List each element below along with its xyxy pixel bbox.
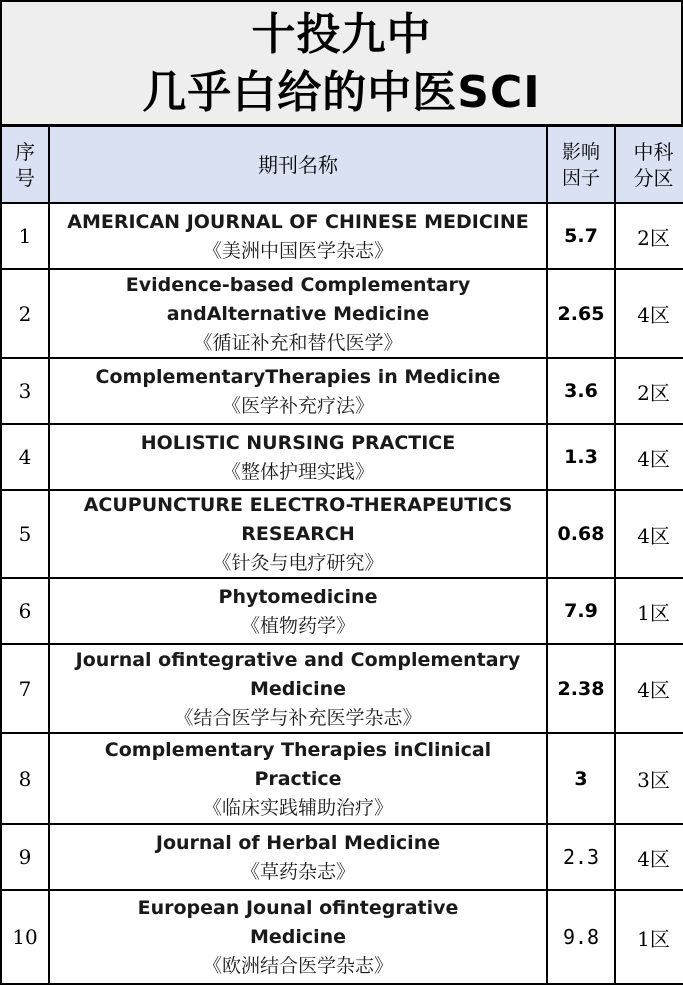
table-row [1, 733, 683, 824]
header-row [1, 126, 683, 203]
row-number: 2 [1, 269, 49, 358]
table-body [1, 203, 683, 984]
journal-english-name: Evidence-based Complementary [125, 273, 471, 296]
journal-name-cell [49, 358, 547, 424]
header-journal-name: 期刊名称 [49, 126, 547, 203]
impact-factor: 0.68 [547, 490, 615, 578]
row-number: 5 [1, 490, 49, 578]
impact-factor: 7.9 [547, 578, 615, 644]
table-row [1, 824, 683, 890]
table-row [1, 424, 683, 490]
header-impact-line1: 影响 [561, 140, 600, 163]
journal-chinese-name: 《针灸与电疗研究》 [212, 552, 384, 574]
journal-english-name: Journal of Herbal Medicine [155, 831, 441, 854]
header-number-line1: 序 [15, 139, 35, 164]
impact-factor: 5.7 [547, 203, 615, 269]
journal-chinese-name: 《临床实践辅助治疗》 [202, 796, 393, 819]
impact-factor: 2.65 [547, 269, 615, 358]
table-row [1, 269, 683, 358]
table-row [1, 890, 683, 984]
journal-name-cell [49, 490, 547, 578]
header-impact-line2: 因子 [561, 166, 600, 189]
journal-name-cell [49, 733, 547, 824]
journal-chinese-name: 《美洲中国医学杂志》 [202, 239, 393, 262]
table-row [1, 203, 683, 269]
cas-zone: 4区 [615, 424, 683, 490]
journal-english-name: andAlternative Medicine [166, 302, 430, 325]
row-number: 4 [1, 424, 49, 490]
journal-english-name: European Jounal ofintegrative [137, 897, 459, 919]
journal-name-cell [49, 424, 547, 490]
cas-zone: 1区 [615, 578, 683, 644]
cas-zone: 1区 [615, 890, 683, 984]
table-row [1, 578, 683, 644]
journal-chinese-name: 《植物药学》 [240, 614, 355, 637]
journal-chinese-name: 《草药杂志》 [240, 860, 355, 883]
journal-english-name: Journal ofintegrative and Complementary [75, 648, 521, 671]
journal-english-name: Practice [254, 767, 342, 790]
journal-chinese-name: 《欧洲结合医学杂志》 [202, 955, 393, 977]
cas-zone: 2区 [615, 358, 683, 424]
journal-table [0, 125, 683, 985]
title-line-2: 几乎白给的中医SCI [142, 67, 541, 118]
cas-zone: 2区 [615, 203, 683, 269]
title-line-1: 十投九中 [251, 9, 432, 60]
header-zone-line1: 中科 [633, 139, 674, 164]
row-number: 1 [1, 203, 49, 269]
title-banner [0, 0, 683, 126]
journal-chinese-name: 《医学补充疗法》 [221, 394, 374, 417]
journal-english-name: RESEARCH [241, 523, 355, 545]
journal-name-cell [49, 644, 547, 733]
journal-chinese-name: 《循证补充和替代医学》 [193, 331, 403, 354]
cas-zone: 3区 [615, 733, 683, 824]
journal-english-name: Phytomedicine [218, 585, 378, 608]
impact-factor: 3.6 [547, 358, 615, 424]
journal-name-cell [49, 203, 547, 269]
row-number: 10 [1, 890, 49, 984]
table-row [1, 644, 683, 733]
journal-english-name: AMERICAN JOURNAL OF CHINESE MEDICINE [67, 210, 529, 233]
impact-factor: 9.8 [547, 890, 615, 984]
cas-zone: 4区 [615, 644, 683, 733]
impact-factor: 3 [547, 733, 615, 824]
journal-english-name: Complementary Therapies inClinical [104, 738, 492, 761]
row-number: 7 [1, 644, 49, 733]
journal-name-cell [49, 824, 547, 890]
header-cas-zone [615, 126, 683, 203]
header-number [1, 126, 49, 203]
row-number: 3 [1, 358, 49, 424]
journal-english-name: Medicine [249, 677, 347, 700]
row-number: 6 [1, 578, 49, 644]
header-zone-line2: 分区 [633, 165, 674, 190]
journal-english-name: HOLISTIC NURSING PRACTICE [140, 431, 456, 454]
header-impact-factor [547, 126, 615, 203]
impact-factor: 2.3 [547, 824, 615, 890]
impact-factor: 1.3 [547, 424, 615, 490]
row-number: 9 [1, 824, 49, 890]
cas-zone: 4区 [615, 824, 683, 890]
journal-chinese-name: 《结合医学与补充医学杂志》 [174, 706, 422, 729]
journal-name-cell [49, 578, 547, 644]
table-row [1, 358, 683, 424]
journal-english-name: ComplementaryTherapies in Medicine [95, 365, 501, 388]
journal-english-name: Medicine [249, 926, 347, 948]
journal-name-cell [49, 269, 547, 358]
journal-name-cell [49, 890, 547, 984]
impact-factor: 2.38 [547, 644, 615, 733]
cas-zone: 4区 [615, 269, 683, 358]
table-row [1, 490, 683, 578]
row-number: 8 [1, 733, 49, 824]
journal-english-name: ACUPUNCTURE ELECTRO-THERAPEUTICS [83, 494, 513, 516]
journal-chinese-name: 《整体护理实践》 [221, 460, 374, 483]
header-number-line2: 号 [15, 165, 35, 190]
cas-zone: 4区 [615, 490, 683, 578]
